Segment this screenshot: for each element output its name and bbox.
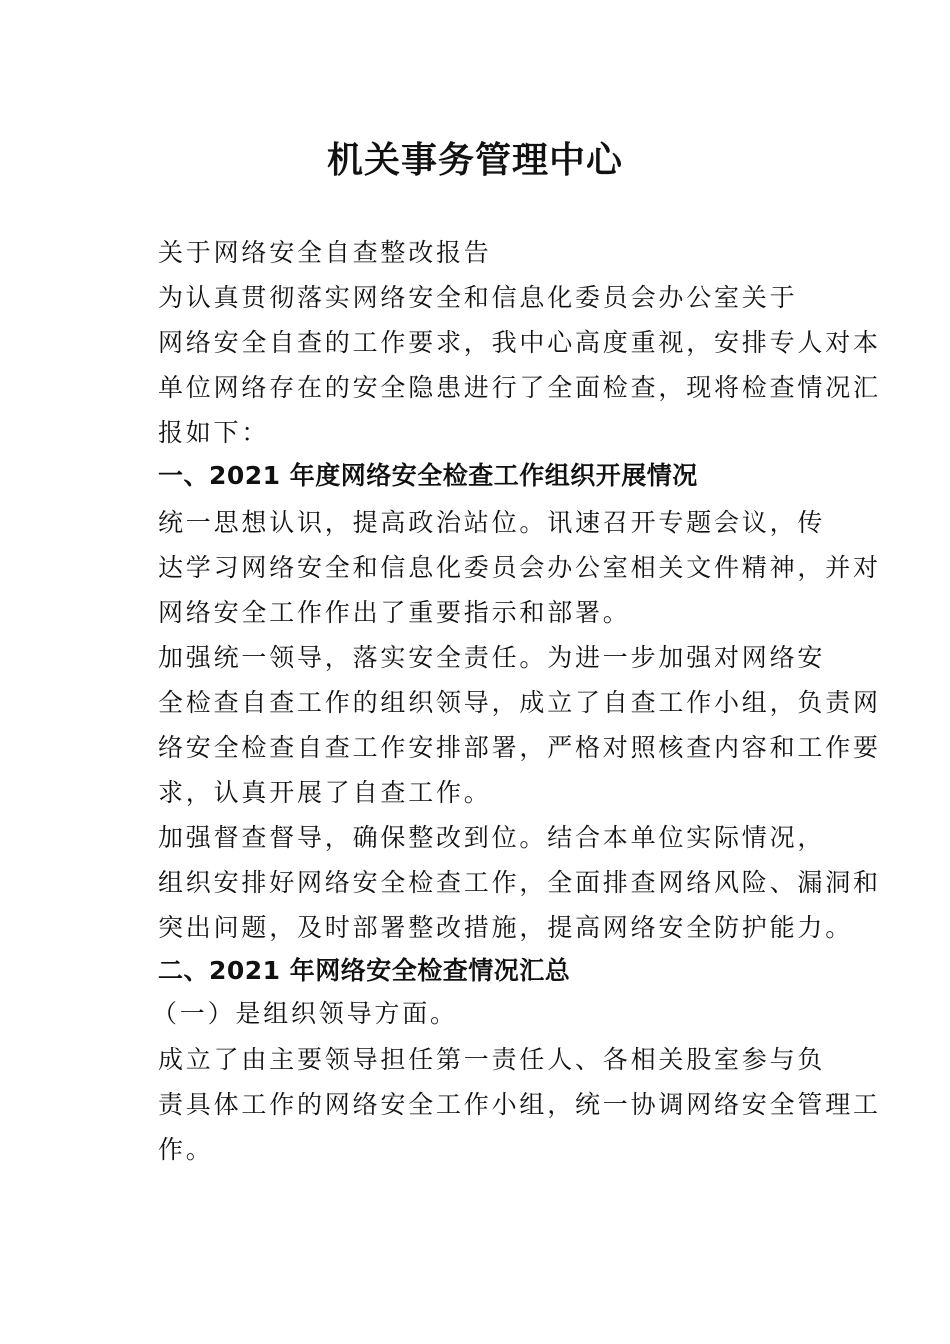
section-2-heading: 二、2021 年网络安全检查情况汇总 <box>158 956 571 985</box>
document-title: 机关事务管理中心 <box>326 139 623 181</box>
paragraph-line: 作。 <box>158 1135 214 1164</box>
paragraph-line: 统一思想认识，提高政治站位。讯速召开专题会议，传 <box>158 508 826 537</box>
paragraph-line: 突出问题，及时部署整改措施，提高网络安全防护能力。 <box>158 913 854 942</box>
paragraph-line: 达学习网络安全和信息化委员会办公室相关文件精神，并对 <box>158 553 881 582</box>
intro-line: 网络安全自查的工作要求，我中心高度重视，安排专人对本 <box>158 328 881 357</box>
paragraph-line: 成立了由主要领导担任第一责任人、各相关股室参与负 <box>158 1045 826 1074</box>
paragraph-line: 网络安全工作作出了重要指示和部署。 <box>158 598 631 627</box>
section-1-heading: 一、2021 年度网络安全检查工作组织开展情况 <box>158 461 698 490</box>
intro-line: 报如下： <box>158 418 270 447</box>
paragraph-line: 加强督查督导，确保整改到位。结合本单位实际情况， <box>158 823 826 852</box>
paragraph-line: 求，认真开展了自查工作。 <box>158 778 492 807</box>
paragraph-line: 责具体工作的网络安全工作小组，统一协调网络安全管理工 <box>158 1090 881 1119</box>
report-title: 关于网络安全自查整改报告 <box>158 238 492 267</box>
intro-line: 单位网络存在的安全隐患进行了全面检查，现将检查情况汇 <box>158 373 881 402</box>
intro-line: 为认真贯彻落实网络安全和信息化委员会办公室关于 <box>158 283 798 312</box>
paragraph-line: 加强统一领导，落实安全责任。为进一步加强对网络安 <box>158 643 826 672</box>
paragraph-line: 全检查自查工作的组织领导，成立了自查工作小组，负责网 <box>158 688 881 717</box>
paragraph-line: 组织安排好网络安全检查工作，全面排查网络风险、漏洞和 <box>158 868 881 897</box>
paragraph-line: 络安全检查自查工作安排部署，严格对照核查内容和工作要 <box>158 733 881 762</box>
section-2-subheading: （一）是组织领导方面。 <box>152 999 458 1028</box>
